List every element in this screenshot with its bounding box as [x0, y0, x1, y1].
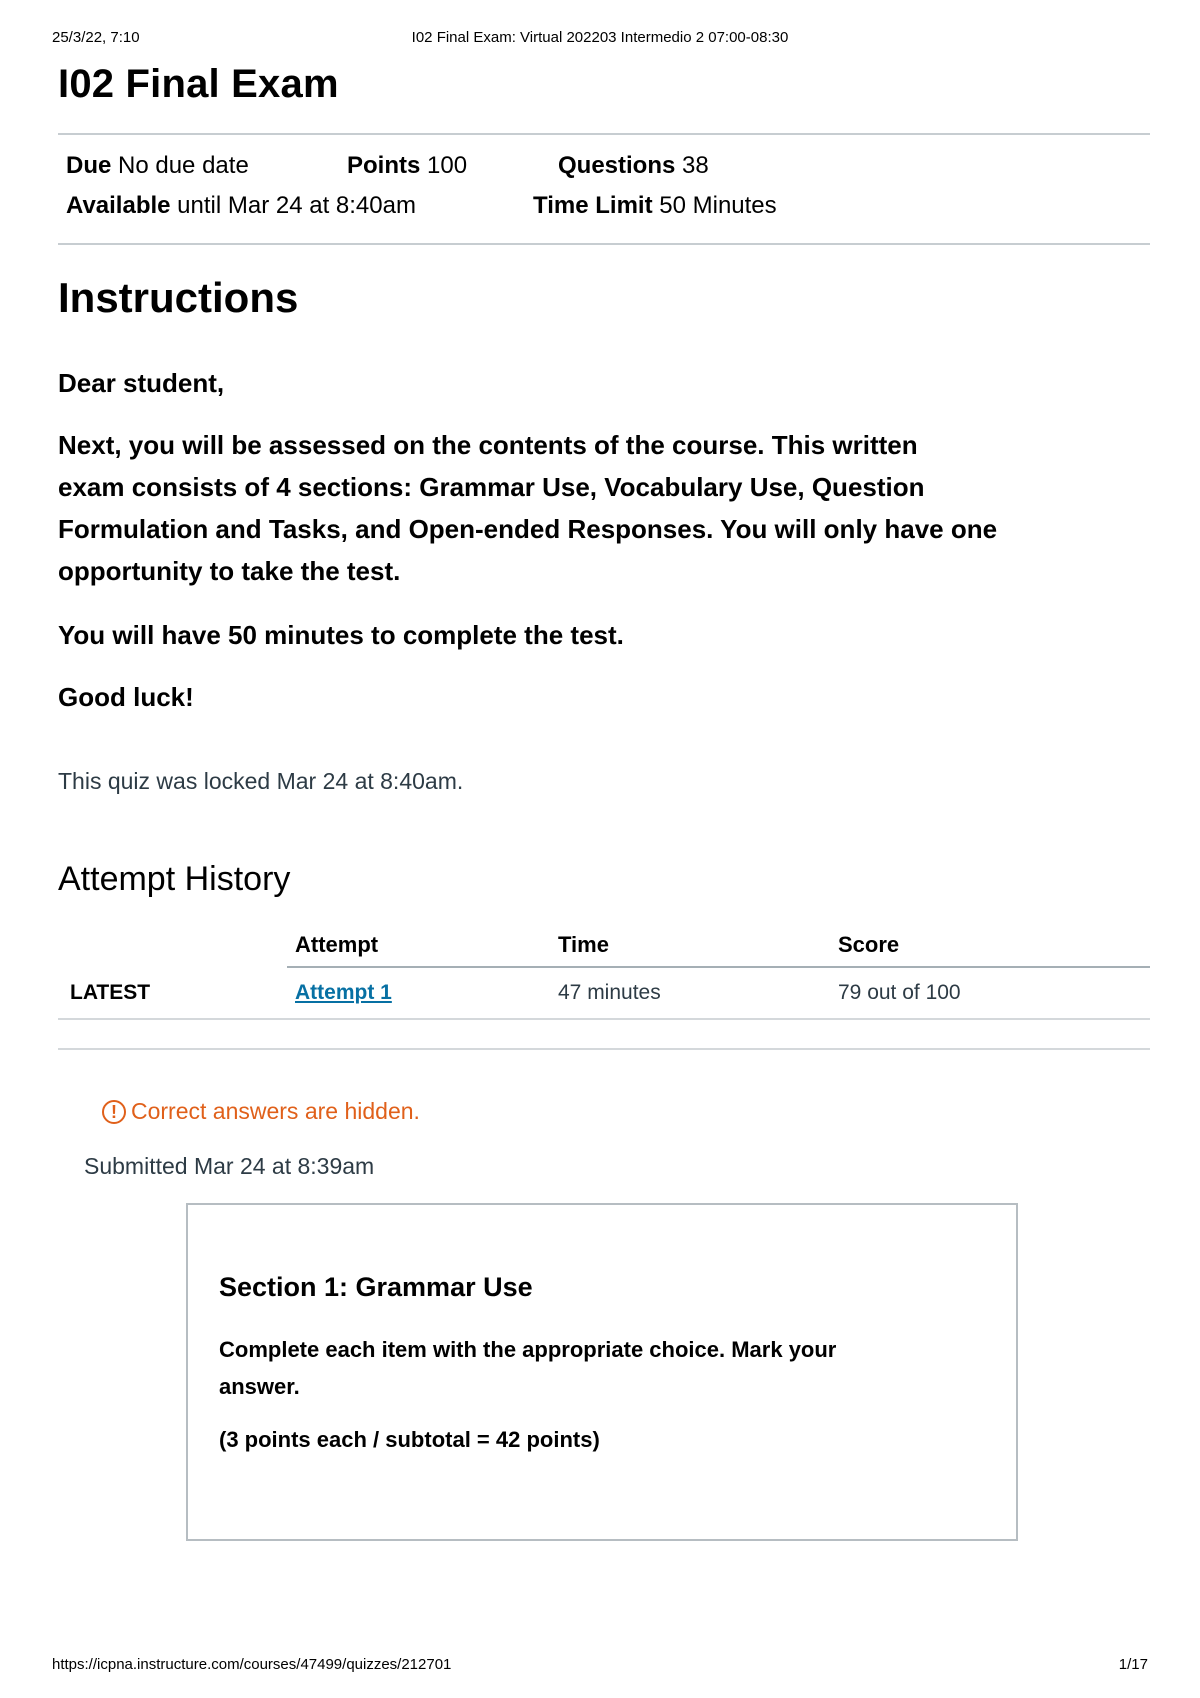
column-header-score: Score — [838, 932, 900, 957]
available-value: until Mar 24 at 8:40am — [177, 192, 416, 219]
print-url: https://icpna.instructure.com/courses/47499/quizzes/212701 — [52, 1656, 452, 1673]
column-header-attempt: Attempt — [295, 932, 379, 957]
points-value: 100 — [427, 152, 468, 179]
locked-message: This quiz was locked Mar 24 at 8:40am. — [58, 768, 464, 794]
questions-info — [558, 152, 709, 180]
points-label: Points — [347, 152, 421, 179]
print-document-title: I02 Final Exam: Virtual 202203 Intermedio 2 07:00-08:30 — [411, 29, 789, 46]
questions-label: Questions — [558, 152, 676, 179]
section-points-note: (3 points each / subtotal = 42 points) — [219, 1427, 600, 1452]
instructions-body-line: Next, you will be assessed on the contents of the course. This written — [58, 430, 918, 460]
submitted-timestamp: Submitted Mar 24 at 8:39am — [84, 1153, 375, 1179]
page-title: I02 Final Exam — [58, 62, 339, 106]
available-label: Available — [66, 192, 171, 219]
instructions-greeting: Dear student, — [58, 368, 225, 398]
instructions-body — [58, 424, 1118, 592]
page-number: 1/17 — [1118, 1656, 1148, 1673]
section-1-box — [186, 1203, 1018, 1541]
due-value: No due date — [118, 152, 249, 179]
table-header-underline — [287, 966, 1150, 968]
latest-tag: LATEST — [70, 981, 151, 1004]
print-date: 25/3/22, 7:10 — [52, 29, 140, 46]
questions-value: 38 — [682, 152, 709, 179]
exclamation-circle-icon: ! — [102, 1100, 126, 1124]
section-title: Section 1: Grammar Use — [219, 1272, 533, 1302]
attempt-history-title: Attempt History — [58, 860, 291, 898]
time-limit-info — [533, 192, 777, 220]
points-info — [347, 152, 467, 180]
time-limit-label: Time Limit — [533, 192, 653, 219]
attempt-score: 79 out of 100 — [838, 981, 961, 1004]
section-instruction-line: answer. — [219, 1374, 300, 1399]
instructions-title: Instructions — [58, 274, 299, 321]
instructions-body-line: Formulation and Tasks, and Open-ended Responses. You will only have one — [58, 514, 998, 544]
attempt-time: 47 minutes — [558, 981, 661, 1004]
section-instruction-line: Complete each item with the appropriate choice. Mark your — [219, 1337, 837, 1362]
instructions-body-line: exam consists of 4 sections: Grammar Use, Vocabulary Use, Question — [58, 472, 925, 502]
section-instructions — [219, 1331, 939, 1405]
instructions-body-line: opportunity to take the test. — [58, 556, 401, 586]
table-row-divider — [58, 1018, 1150, 1020]
instructions-closing: Good luck! — [58, 682, 194, 712]
results-divider — [58, 1048, 1150, 1050]
due-info — [66, 152, 249, 180]
available-info — [66, 192, 416, 220]
due-label: Due — [66, 152, 112, 179]
details-divider — [58, 243, 1150, 245]
title-divider — [58, 133, 1150, 135]
hidden-answers-notice — [102, 1098, 420, 1125]
column-header-time: Time — [558, 932, 609, 957]
notice-text: Correct answers are hidden. — [131, 1098, 420, 1124]
instructions-time-note: You will have 50 minutes to complete the test. — [58, 620, 624, 650]
time-limit-value: 50 Minutes — [659, 192, 777, 219]
attempt-1-link[interactable]: Attempt 1 — [295, 981, 392, 1004]
